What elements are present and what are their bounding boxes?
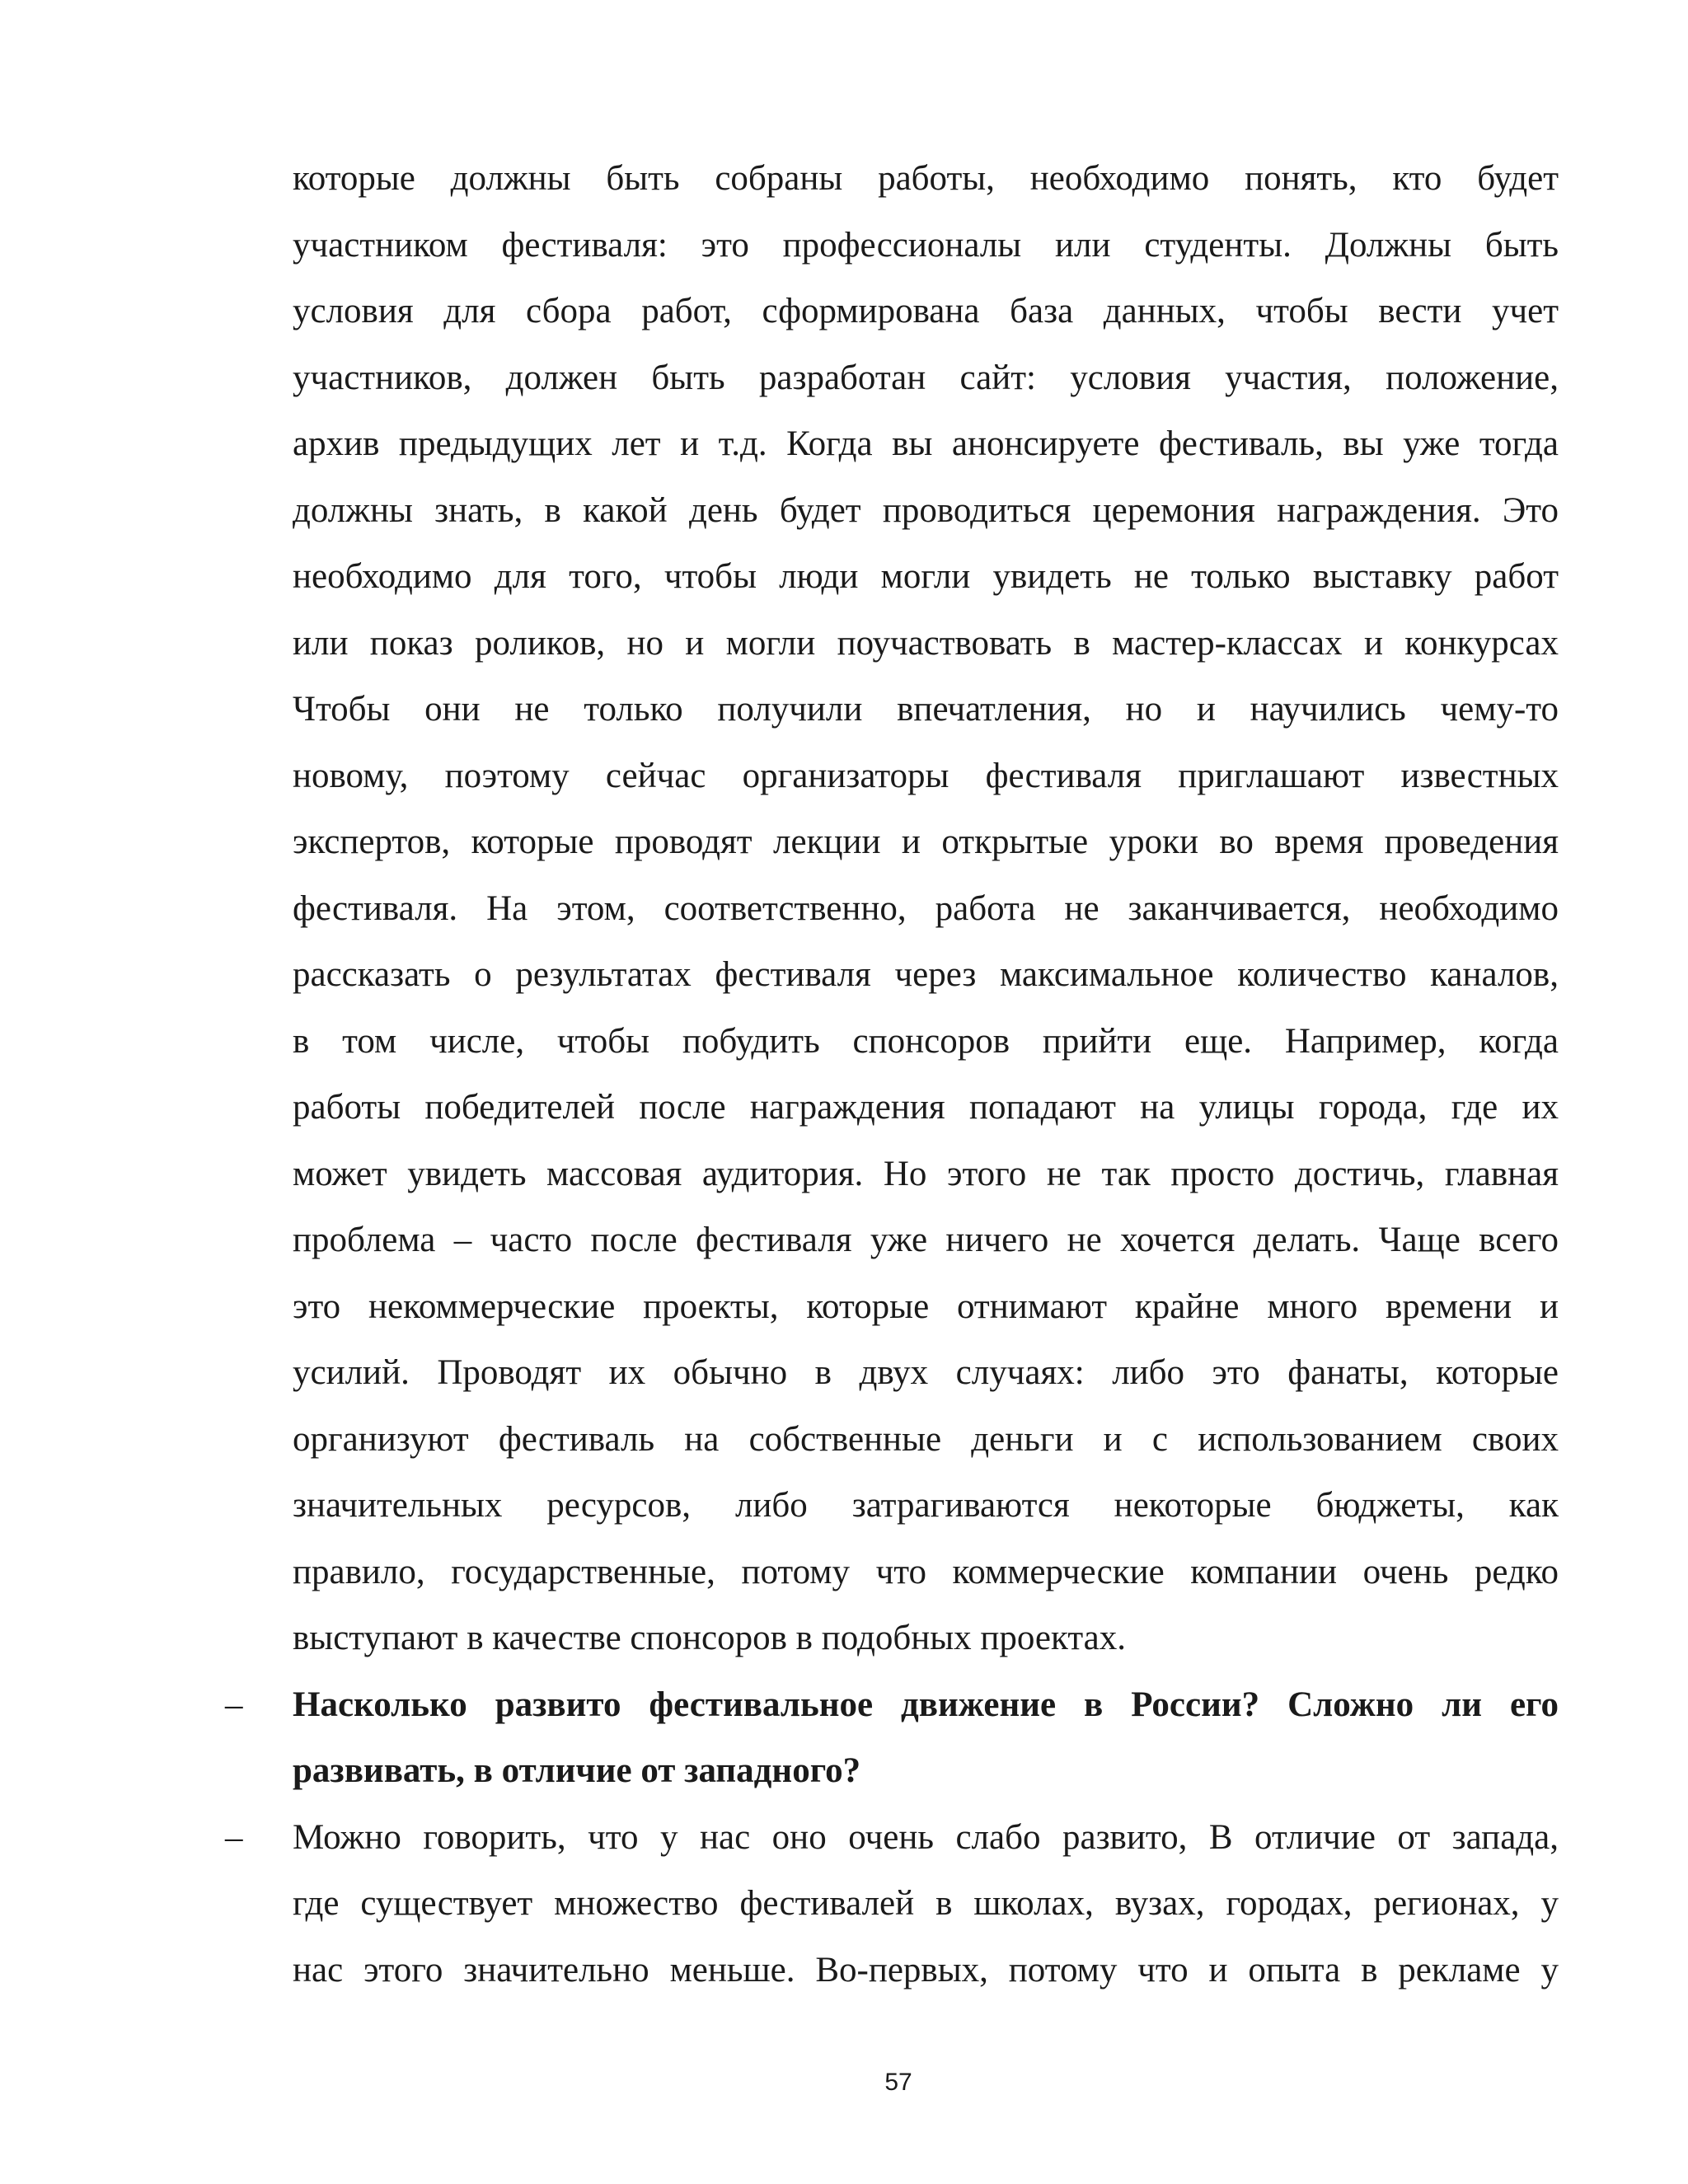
paragraph-line: участником фестиваля: это профессионалы или студенты. Должны быть <box>293 225 1559 265</box>
paragraph-line: это некоммерческие проекты, которые отнимают крайне много времени и <box>293 1286 1559 1326</box>
paragraph-line: должны знать, в какой день будет проводиться церемония награждения. Это <box>293 490 1559 530</box>
paragraph-line: необходимо для того, чтобы люди могли увидеть не только выставку работ <box>293 557 1559 596</box>
paragraph-line: может увидеть массовая аудитория. Но этого не так просто достичь, главная <box>293 1154 1559 1193</box>
paragraph-line: проблема – часто после фестиваля уже ничего не хочется делать. Чаще всего <box>293 1221 1559 1259</box>
paragraph-line: условия для сбора работ, сформирована база данных, чтобы вести учет <box>293 292 1559 330</box>
interview-answer <box>225 1811 1559 2010</box>
paragraph-line: значительных ресурсов, либо затрагиваются некоторые бюджеты, как <box>293 1486 1559 1525</box>
paragraph-line: организуют фестиваль на собственные деньги и с использованием своих <box>293 1419 1559 1459</box>
question-line: развивать, в отличие от западного? <box>293 1751 861 1790</box>
interview-question <box>225 1678 1559 1811</box>
paragraph-line: в том числе, чтобы побудить спонсоров прийти еще. Например, когда <box>293 1021 1559 1061</box>
answer-line: где существует множество фестивалей в школах, вузах, городах, регионах, у <box>293 1884 1559 1923</box>
dash-marker: – <box>225 1817 243 1857</box>
paragraph-line: выступают в качестве спонсоров в подобных проектах. <box>293 1619 1126 1657</box>
paragraph <box>293 152 1559 1678</box>
paragraph-line: экспертов, которые проводят лекции и открытые уроки во время проведения <box>293 823 1559 861</box>
paragraph-line: правило, государственные, потому что коммерческие компании очень редко <box>293 1552 1559 1591</box>
paragraph-line: рассказать о результатах фестиваля через максимальное количество каналов, <box>293 955 1559 994</box>
answer-line: Можно говорить, что у нас оно очень слабо развито, В отличие от запада, <box>293 1817 1559 1857</box>
body-text <box>225 152 1559 2009</box>
answer-line: нас этого значительно меньше. Во-первых, потому что и опыта в рекламе у <box>293 1950 1559 1990</box>
page-number: 57 <box>884 2069 912 2096</box>
paragraph-line: архив предыдущих лет и т.д. Когда вы анонсируете фестиваль, вы уже тогда <box>293 424 1559 463</box>
paragraph-line: усилий. Проводят их обычно в двух случаях: либо это фанаты, которые <box>293 1353 1559 1392</box>
paragraph-line: фестиваля. На этом, соответственно, работа не заканчивается, необходимо <box>293 888 1559 928</box>
dash-marker: – <box>225 1685 243 1724</box>
paragraph-line: новому, поэтому сейчас организаторы фестиваля приглашают известных <box>293 756 1559 795</box>
paragraph-line: Чтобы они не только получили впечатления, но и научились чему-то <box>293 690 1559 729</box>
question-line: Насколько развито фестивальное движение в России? Сложно ли его <box>293 1685 1559 1724</box>
paragraph-line: работы победителей после награждения попадают на улицы города, где их <box>293 1088 1559 1127</box>
paragraph-line: которые должны быть собраны работы, необходимо понять, кто будет <box>293 159 1559 198</box>
paragraph-line: участников, должен быть разработан сайт: условия участия, положение, <box>293 358 1559 397</box>
paragraph-line: или показ роликов, но и могли поучаствовать в мастер-классах и конкурсах <box>293 623 1559 663</box>
